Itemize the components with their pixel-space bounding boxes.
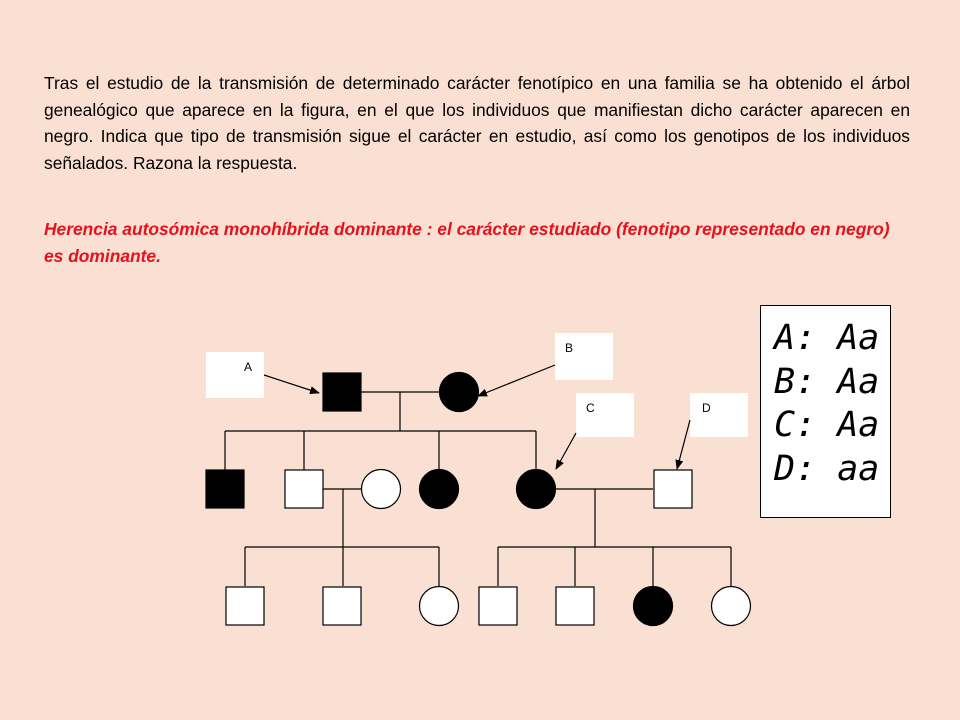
- arrow-d: [677, 420, 690, 469]
- affected-male-a: [323, 373, 361, 411]
- question-text: Tras el estudio de la transmisión de determinado carácter fenotípico en una familia se ha obtenido el árbol genealógico que aparece en la figura, en el que los individuos que manifiestan dicho carácter aparecen en negro. Indica que tipo de transmisión sigue el carácter en estudio, así como los genotipos de los individuos señalados. Razona la respuesta.: [44, 73, 910, 173]
- affected-female-gen2: [420, 470, 459, 509]
- arrow-b: [478, 365, 555, 396]
- label-c: C: [586, 401, 595, 415]
- affected-female-gen3-6: [634, 587, 673, 626]
- affected-female-c: [517, 470, 556, 509]
- arrow-c: [556, 433, 576, 469]
- genotype-d: D: aa: [774, 449, 880, 489]
- answer-text: Herencia autosómica monohíbrida dominante : el carácter estudiado (fenotipo representado en negro) es dominante.: [44, 219, 890, 266]
- unaffected-female-gen3-7: [712, 587, 751, 626]
- genotype-b: B: Aa: [774, 362, 880, 402]
- unaffected-male-gen3-4: [479, 587, 517, 625]
- unaffected-male-gen2: [285, 470, 323, 508]
- unaffected-male-d: [654, 470, 692, 508]
- arrow-a: [264, 375, 319, 393]
- label-a: A: [244, 360, 253, 374]
- unaffected-male-gen3-5: [556, 587, 594, 625]
- unaffected-male-gen3-2: [323, 587, 361, 625]
- label-d: D: [702, 401, 711, 415]
- affected-male-gen2: [206, 470, 244, 508]
- affected-female-b: [440, 373, 479, 412]
- label-b: B: [565, 341, 574, 355]
- genotype-c: C: Aa: [774, 405, 880, 445]
- unaffected-female-spouse: [362, 470, 401, 509]
- genotype-a: A: Aa: [774, 318, 880, 358]
- genotype-box: [760, 305, 891, 518]
- unaffected-male-gen3-1: [226, 587, 264, 625]
- unaffected-female-gen3-3: [420, 587, 459, 626]
